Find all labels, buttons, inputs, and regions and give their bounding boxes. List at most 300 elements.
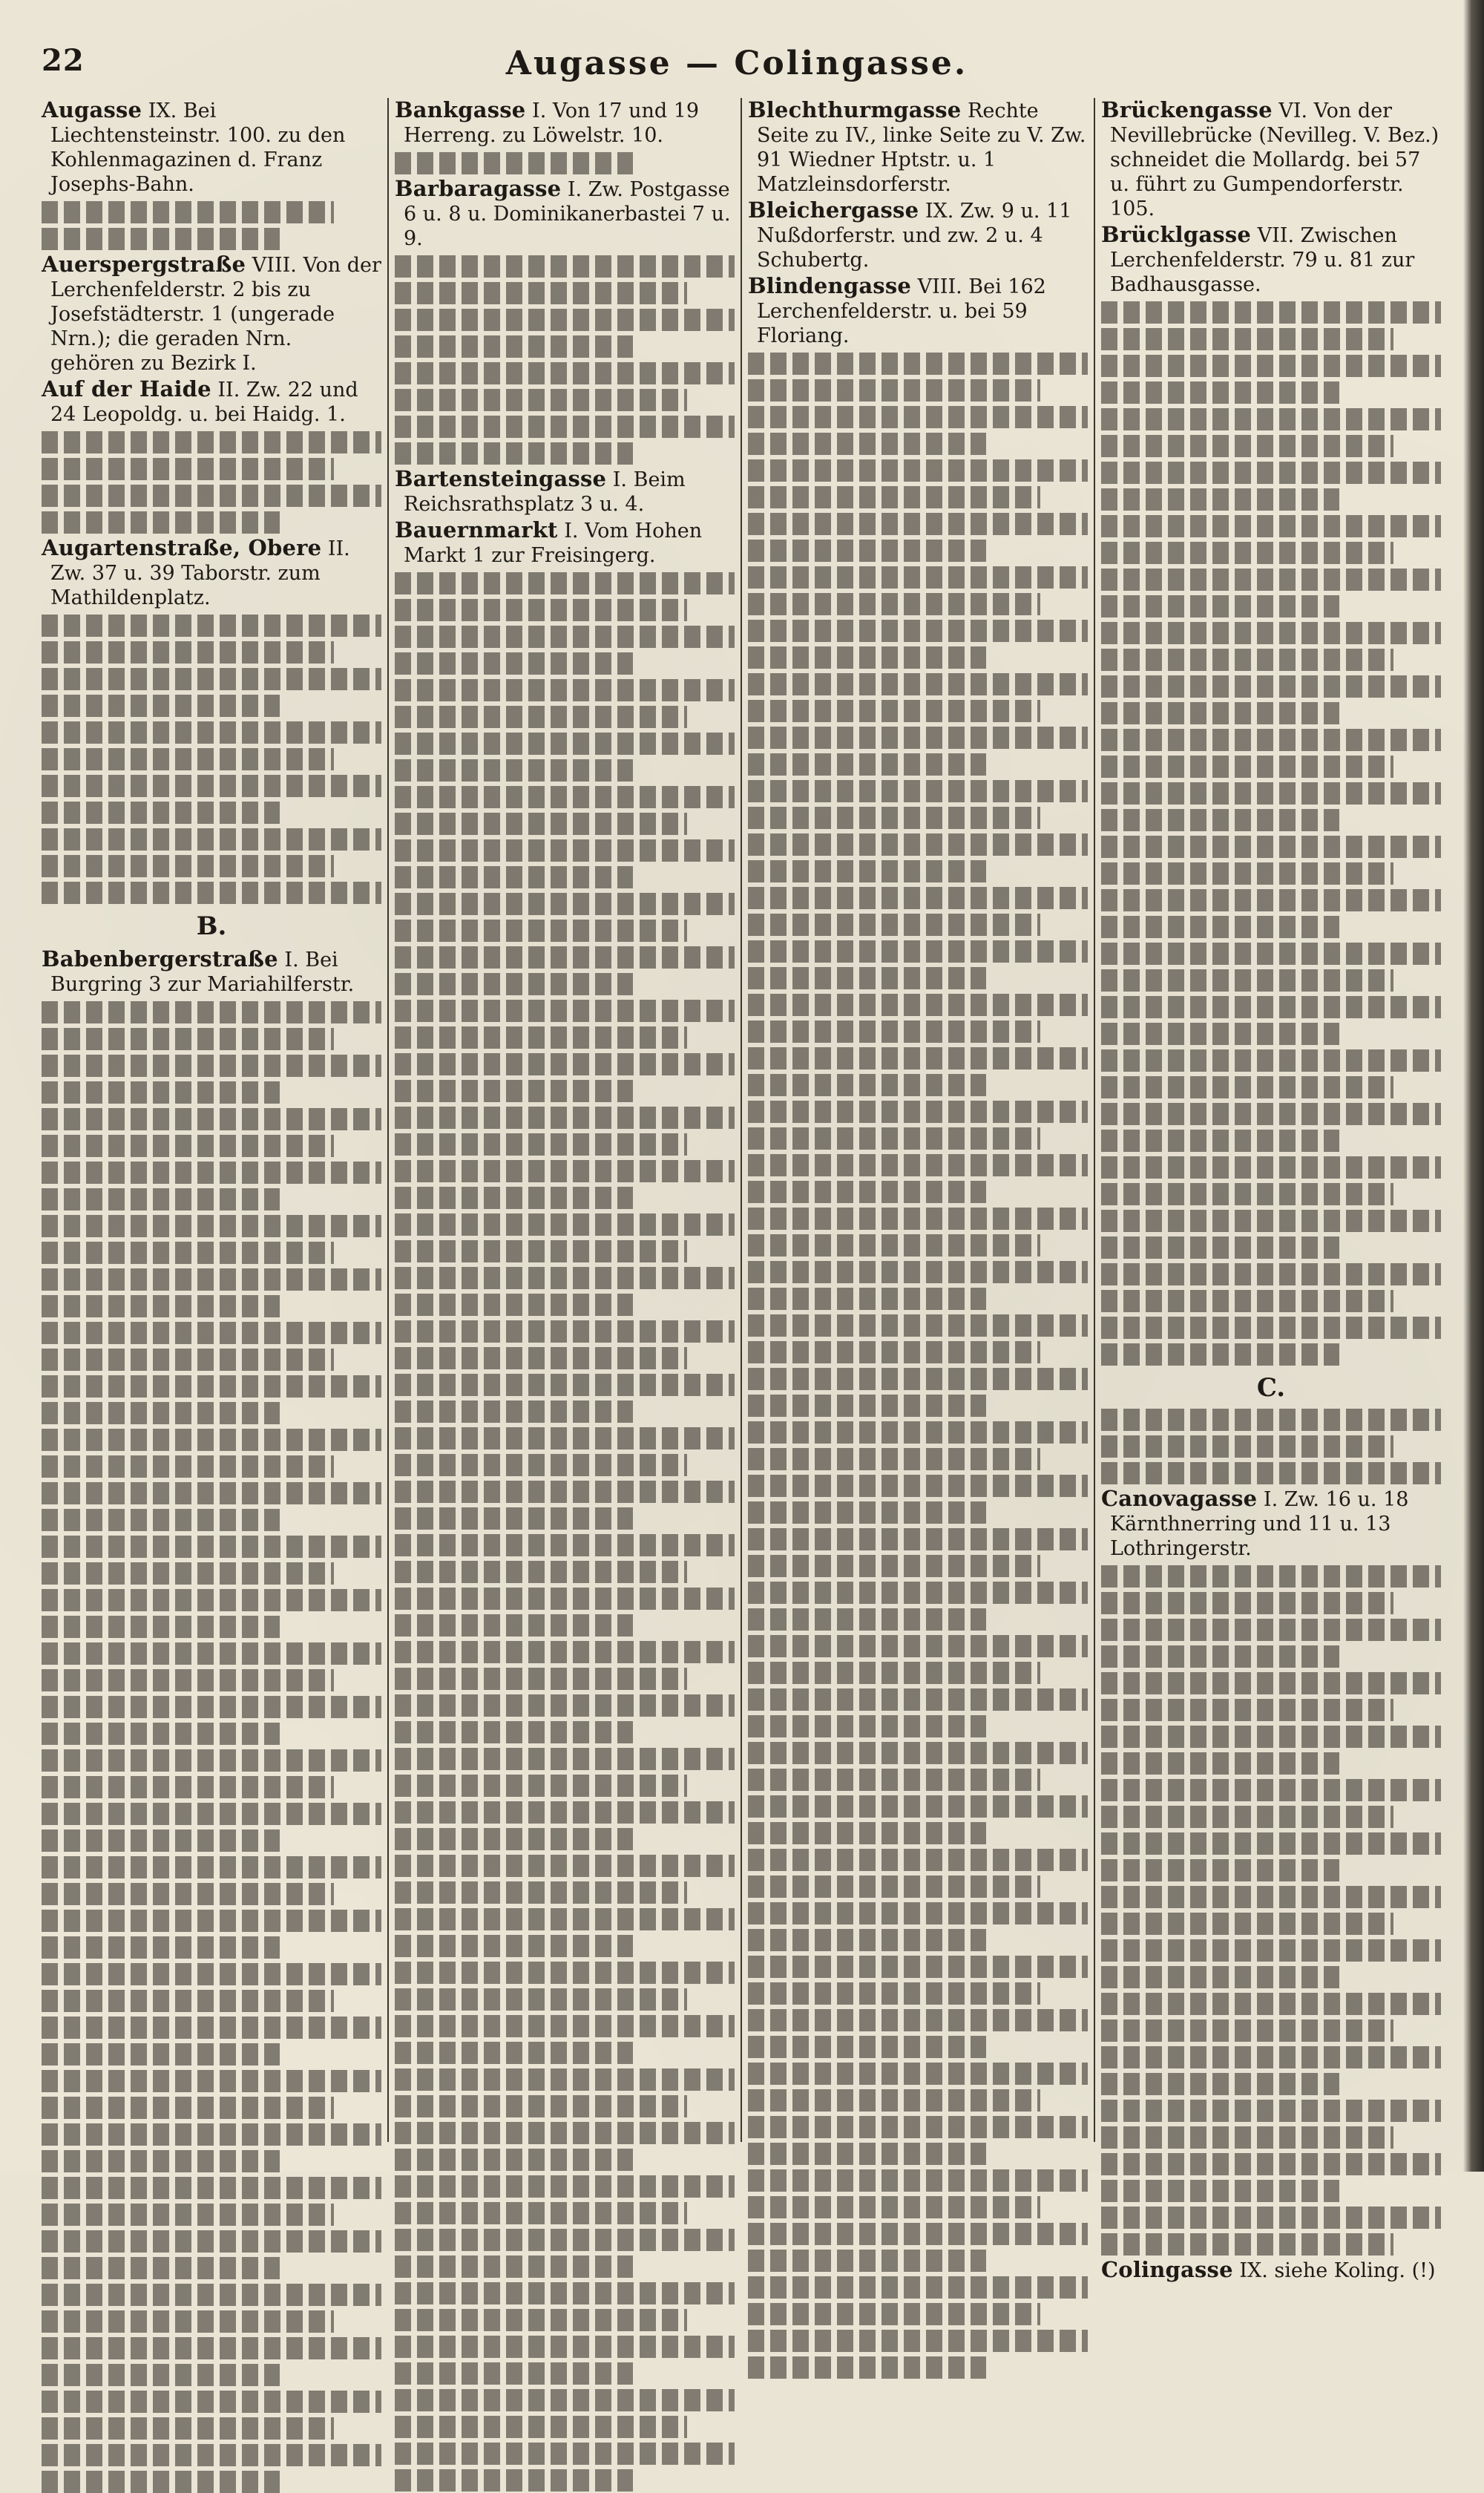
text-line-placeholder [1101, 1156, 1441, 1179]
text-line-placeholder [748, 807, 1040, 829]
text-line-placeholder [42, 1536, 381, 1558]
text-line-placeholder [748, 2356, 986, 2379]
street-entry [395, 518, 735, 568]
text-line-placeholder [748, 833, 1088, 856]
text-line-placeholder [395, 2389, 735, 2411]
text-line-placeholder [395, 1080, 633, 1102]
text-line-placeholder [395, 1881, 687, 1904]
text-line-placeholder [395, 706, 687, 728]
text-line-placeholder [42, 828, 381, 851]
text-line-placeholder [395, 416, 735, 438]
text-line-placeholder [748, 1582, 1088, 1604]
text-line-placeholder [395, 335, 633, 358]
column-rule [387, 98, 389, 2142]
text-line-placeholder [1101, 1049, 1441, 1072]
street-description: II. Zw. 37 u. 39 Taborstr. zum Mathildenplatz. [50, 537, 350, 609]
text-line-placeholder [42, 2017, 381, 2039]
text-line-placeholder [395, 255, 735, 278]
text-line-placeholder [1101, 1462, 1441, 1484]
text-line-placeholder [42, 641, 334, 664]
text-line-placeholder [395, 1401, 633, 1423]
text-line-placeholder [395, 1775, 687, 1797]
text-line-placeholder [1101, 1290, 1393, 1312]
text-line-placeholder [42, 1322, 381, 1344]
text-line-placeholder [42, 1696, 381, 1718]
street-name: Colingasse [1101, 2257, 1233, 2282]
text-line-placeholder [42, 1028, 334, 1050]
text-line-placeholder [748, 1181, 986, 1203]
text-line-placeholder [42, 2391, 381, 2413]
text-line-placeholder [395, 1026, 687, 1049]
text-line-placeholder [42, 2070, 381, 2092]
text-line-placeholder [1101, 1699, 1393, 1721]
text-line-placeholder [395, 389, 687, 411]
text-line-placeholder [1101, 1236, 1339, 1259]
text-line-placeholder [42, 855, 334, 877]
text-line-placeholder [42, 2150, 280, 2172]
street-name: Barbaragasse [395, 176, 562, 201]
text-line-placeholder [42, 1482, 381, 1504]
text-line-placeholder [395, 1855, 735, 1877]
text-line-placeholder [748, 1475, 1088, 1497]
street-name: Canovagasse [1101, 1486, 1258, 1511]
street-name: Auerspergstraße [42, 252, 246, 277]
text-line-placeholder [1101, 2207, 1441, 2229]
text-line-placeholder [748, 540, 986, 562]
text-line-placeholder [395, 626, 735, 648]
street-description: VIII. Von der Lerchenfelderstr. 2 bis zu Josefstädterstr. 1 (ungerade Nrn.); die geraden Nrn. gehören zu Bezirk I. [50, 254, 381, 375]
street-description: I. Bei Burgring 3 zur Mariahilferstr. [50, 949, 355, 996]
text-line-placeholder [395, 2095, 687, 2117]
text-line-placeholder [395, 362, 735, 384]
text-line-placeholder [395, 652, 633, 675]
text-line-placeholder [748, 1021, 1040, 1043]
text-line-placeholder [748, 1528, 1088, 1550]
text-line-placeholder [1101, 595, 1339, 617]
text-line-placeholder [1101, 1076, 1393, 1098]
text-line-placeholder [1101, 1183, 1393, 1205]
text-line-placeholder [1101, 1435, 1393, 1458]
text-line-placeholder [748, 2143, 986, 2165]
text-line-placeholder [395, 1213, 735, 1236]
text-line-placeholder [395, 1374, 735, 1396]
text-line-placeholder [42, 1375, 381, 1398]
column-4 [1101, 97, 1441, 2282]
text-line-placeholder [748, 1101, 1088, 1123]
text-line-placeholder [42, 615, 381, 637]
text-line-placeholder [748, 486, 1040, 508]
text-line-placeholder [748, 1715, 986, 1737]
text-line-placeholder [395, 2015, 735, 2037]
text-line-placeholder [1101, 675, 1441, 698]
text-line-placeholder [395, 973, 633, 995]
column-2 [395, 98, 735, 2142]
text-line-placeholder [395, 1641, 735, 1663]
text-line-placeholder [42, 1242, 334, 1264]
text-line-placeholder [42, 1723, 280, 1745]
text-line-placeholder [748, 646, 986, 669]
street-name: Brücklgasse [1101, 222, 1252, 247]
text-line-placeholder [748, 1688, 1088, 1711]
street-name: Bankgasse [395, 97, 526, 122]
text-line-placeholder [42, 2337, 381, 2359]
street-name: Blindengasse [748, 273, 912, 298]
text-line-placeholder [395, 1000, 735, 1022]
street-entry [1101, 223, 1441, 297]
text-line-placeholder [395, 2336, 735, 2358]
text-line-placeholder [748, 353, 1088, 375]
street-entry [395, 467, 735, 517]
text-line-placeholder [42, 1162, 381, 1184]
text-line-placeholder [395, 442, 633, 465]
text-line-placeholder [748, 1395, 986, 1417]
street-name: Augasse [42, 97, 142, 122]
street-entry [1101, 1487, 1441, 1561]
text-line-placeholder [395, 2175, 735, 2198]
text-line-placeholder [1101, 2046, 1441, 2068]
street-entry [42, 536, 381, 610]
text-line-placeholder [748, 1368, 1088, 1390]
text-line-placeholder [748, 620, 1088, 642]
street-description: I. Zw. Postgasse 6 u. 8 u. Dominikanerbastei 7 u. 9. [404, 178, 731, 250]
running-head: Augasse — Colingasse. [505, 45, 968, 82]
text-line-placeholder [42, 2177, 381, 2199]
text-line-placeholder [748, 2196, 1040, 2218]
street-name: Bauernmarkt [395, 517, 558, 543]
text-line-placeholder [42, 201, 334, 223]
text-line-placeholder [42, 1856, 381, 1878]
text-line-placeholder [395, 1908, 735, 1930]
text-line-placeholder [1101, 1779, 1441, 1801]
text-line-placeholder [748, 1261, 1088, 1283]
text-line-placeholder [748, 1929, 986, 1951]
text-line-placeholder [395, 1534, 735, 1556]
text-line-placeholder [1101, 1592, 1393, 1614]
text-line-placeholder [42, 1562, 334, 1585]
text-line-placeholder [1101, 381, 1339, 404]
text-line-placeholder [748, 2303, 1040, 2325]
text-line-placeholder [42, 1402, 280, 1424]
text-line-placeholder [748, 1608, 986, 1631]
text-line-placeholder [42, 1963, 381, 1985]
text-line-placeholder [1101, 2233, 1393, 2256]
text-line-placeholder [395, 733, 735, 755]
text-line-placeholder [748, 2009, 1088, 2031]
text-line-placeholder [748, 1421, 1088, 1444]
street-description: I. Vom Hohen Markt 1 zur Freisingerg. [404, 520, 703, 567]
text-line-placeholder [1101, 862, 1393, 885]
text-line-placeholder [748, 780, 1088, 802]
street-entry [748, 274, 1088, 348]
text-line-placeholder [748, 1314, 1088, 1337]
text-line-placeholder [1101, 2180, 1339, 2202]
text-line-placeholder [748, 1127, 1040, 1150]
text-line-placeholder [395, 893, 735, 915]
text-line-placeholder [395, 1053, 735, 1075]
text-line-placeholder [395, 2309, 687, 2331]
text-line-placeholder [1101, 1886, 1441, 1908]
text-line-placeholder [395, 1828, 633, 1850]
street-entry [42, 98, 381, 197]
street-description: I. Zw. 16 u. 18 Kärnthnerring und 11 u. 13 Lothringerstr. [1110, 1488, 1409, 1560]
text-line-placeholder [42, 1081, 280, 1104]
text-line-placeholder [395, 572, 735, 594]
column-3 [748, 98, 1088, 2142]
text-line-placeholder [748, 2089, 1040, 2112]
text-line-placeholder [42, 1429, 381, 1451]
text-line-placeholder [42, 2417, 334, 2440]
street-name: Bartensteingasse [395, 466, 607, 491]
text-line-placeholder [1101, 782, 1441, 805]
text-line-placeholder [748, 914, 1040, 936]
text-line-placeholder [748, 1154, 1088, 1176]
text-line-placeholder [748, 753, 986, 776]
text-line-placeholder [42, 802, 280, 824]
text-line-placeholder [1101, 1859, 1339, 1881]
text-line-placeholder [395, 2443, 735, 2465]
text-line-placeholder [748, 406, 1088, 428]
text-line-placeholder [748, 566, 1088, 589]
page-header [42, 39, 1432, 91]
text-line-placeholder [395, 599, 687, 621]
text-line-placeholder [1101, 2019, 1393, 2042]
text-line-placeholder [748, 1555, 1040, 1577]
text-line-placeholder [395, 1801, 735, 1824]
street-entry [42, 947, 381, 997]
text-line-placeholder [1101, 1645, 1339, 1668]
text-line-placeholder [42, 1108, 381, 1130]
text-line-placeholder [1101, 1317, 1441, 1339]
text-line-placeholder [1101, 1966, 1339, 1988]
text-line-placeholder [395, 2042, 633, 2064]
text-line-placeholder [42, 1215, 381, 1237]
text-line-placeholder [42, 775, 381, 797]
text-line-placeholder [395, 2149, 633, 2171]
text-line-placeholder [748, 1795, 1088, 1818]
street-description: II. Zw. 22 und 24 Leopoldg. u. bei Haidg. 1. [50, 379, 358, 426]
text-line-placeholder [42, 1669, 334, 1691]
text-line-placeholder [42, 2444, 381, 2466]
text-line-placeholder [395, 1561, 687, 1583]
text-line-placeholder [395, 2068, 735, 2091]
text-line-placeholder [748, 887, 1088, 909]
text-line-placeholder [1101, 889, 1441, 911]
text-line-placeholder [1101, 1752, 1339, 1775]
text-line-placeholder [42, 1268, 381, 1291]
text-line-placeholder [1101, 969, 1393, 992]
text-line-placeholder [42, 1135, 334, 1157]
text-line-placeholder [42, 1188, 280, 1211]
text-line-placeholder [395, 786, 735, 808]
entry-columns [42, 97, 1442, 2282]
text-line-placeholder [42, 1055, 381, 1077]
text-line-placeholder [42, 2284, 381, 2306]
text-line-placeholder [1101, 1023, 1339, 1045]
text-line-placeholder [748, 1956, 1088, 1978]
text-line-placeholder [748, 727, 1088, 749]
text-line-placeholder [1101, 1806, 1393, 1828]
column-rule [741, 98, 742, 2142]
text-line-placeholder [1101, 1832, 1441, 1855]
street-description: IX. Bei Liechtensteinstr. 100. zu den Kohlenmagazinen d. Franz Josephs-Bahn. [50, 99, 346, 196]
text-line-placeholder [1101, 1565, 1441, 1588]
text-line-placeholder [748, 2169, 1088, 2192]
text-line-placeholder [1101, 569, 1441, 591]
text-line-placeholder [395, 1160, 735, 1182]
text-line-placeholder [748, 1902, 1088, 1924]
text-line-placeholder [748, 700, 1040, 722]
street-description: IX. siehe Koling. (!) [1239, 2259, 1436, 2282]
text-line-placeholder [395, 2282, 735, 2304]
street-name: Bleichergasse [748, 197, 919, 223]
page-number: 22 [42, 43, 85, 78]
text-line-placeholder [1101, 622, 1441, 644]
text-line-placeholder [1101, 996, 1441, 1018]
text-line-placeholder [1101, 488, 1339, 511]
text-line-placeholder [1101, 1619, 1441, 1641]
text-line-placeholder [395, 1614, 633, 1637]
text-line-placeholder [42, 2204, 334, 2226]
text-line-placeholder [395, 1668, 687, 1690]
text-line-placeholder [42, 1776, 334, 1798]
text-line-placeholder [395, 2416, 687, 2438]
text-line-placeholder [748, 1742, 1088, 1764]
text-line-placeholder [1101, 729, 1441, 751]
section-letter-b: B. [196, 911, 227, 941]
page-binding-edge [1463, 0, 1484, 2172]
column-1 [42, 98, 381, 2142]
text-line-placeholder [395, 1507, 633, 1530]
text-line-placeholder [395, 759, 633, 782]
text-line-placeholder [748, 1341, 1040, 1363]
text-line-placeholder [1101, 649, 1393, 671]
text-line-placeholder [748, 1288, 986, 1310]
street-description: I. Von 17 und 19 Herreng. zu Löwelstr. 10. [404, 99, 700, 147]
text-line-placeholder [748, 1982, 1040, 2005]
text-line-placeholder [1101, 1103, 1441, 1125]
text-line-placeholder [395, 1588, 735, 1610]
street-name: Brückengasse [1101, 97, 1273, 122]
text-line-placeholder [748, 1208, 1088, 1230]
text-line-placeholder [1101, 435, 1393, 457]
text-line-placeholder [395, 1748, 735, 1770]
street-entry [42, 377, 381, 427]
text-line-placeholder [395, 2202, 687, 2224]
text-line-placeholder [748, 2223, 1088, 2245]
text-line-placeholder [748, 2250, 986, 2272]
street-entry [395, 177, 735, 251]
street-name: Babenbergerstraße [42, 946, 278, 972]
text-line-placeholder [42, 458, 334, 480]
text-line-placeholder [42, 1001, 381, 1023]
text-line-placeholder [748, 673, 1088, 695]
text-line-placeholder [395, 1694, 735, 1717]
text-line-placeholder [1101, 1993, 1441, 2015]
text-line-placeholder [395, 1935, 633, 1957]
text-line-placeholder [395, 1267, 735, 1289]
text-line-placeholder [42, 1990, 334, 2012]
text-line-placeholder [42, 1349, 334, 1371]
text-line-placeholder [42, 2097, 334, 2119]
street-description: Rechte Seite zu IV., linke Seite zu V. Zw. 91 Wiedner Hptstr. u. 1 Matzleinsdorferstr. [757, 99, 1086, 196]
text-line-placeholder [395, 866, 633, 888]
text-line-placeholder [42, 882, 381, 904]
text-line-placeholder [1101, 916, 1339, 938]
text-line-placeholder [395, 152, 633, 174]
text-line-placeholder [395, 1427, 735, 1449]
text-line-placeholder [42, 1803, 381, 1825]
text-line-placeholder [42, 2123, 381, 2146]
text-line-placeholder [748, 1047, 1088, 1069]
text-line-placeholder [395, 1988, 687, 2011]
text-line-placeholder [42, 511, 280, 534]
text-line-placeholder [1101, 1939, 1441, 1962]
text-line-placeholder [1101, 2126, 1393, 2149]
street-entry [395, 98, 735, 148]
text-line-placeholder [42, 2230, 381, 2253]
text-line-placeholder [395, 1240, 687, 1262]
text-line-placeholder [42, 2043, 280, 2066]
text-line-placeholder [42, 2257, 280, 2279]
text-line-placeholder [42, 1616, 280, 1638]
text-line-placeholder [1101, 1210, 1441, 1232]
text-line-placeholder [1101, 2153, 1441, 2175]
text-line-placeholder [42, 485, 381, 507]
street-description: VIII. Bei 162 Lerchenfelderstr. u. bei 59 Floriang. [757, 275, 1046, 347]
street-description: VII. Zwischen Lerchenfelderstr. 79 u. 81 zur Badhausgasse. [1110, 224, 1415, 296]
text-line-placeholder [748, 2116, 1088, 2138]
text-line-placeholder [395, 813, 687, 835]
text-line-placeholder [395, 1347, 687, 1369]
text-line-placeholder [748, 1662, 1040, 1684]
text-line-placeholder [42, 1829, 280, 1852]
text-line-placeholder [748, 1876, 1040, 1898]
text-line-placeholder [395, 1294, 633, 1316]
text-line-placeholder [748, 1822, 986, 1844]
text-line-placeholder [748, 860, 986, 882]
text-line-placeholder [42, 1883, 334, 1905]
street-entry [1101, 2258, 1441, 2283]
text-line-placeholder [42, 1455, 334, 1478]
text-line-placeholder [42, 2310, 334, 2333]
text-line-placeholder [42, 748, 334, 770]
text-line-placeholder [1101, 542, 1393, 564]
text-line-placeholder [395, 1481, 735, 1503]
street-name: Auf der Haide [42, 376, 211, 402]
text-line-placeholder [748, 2330, 1088, 2352]
street-name: Augartenstraße, Obere [42, 535, 322, 560]
text-line-placeholder [395, 1721, 633, 1743]
text-line-placeholder [1101, 355, 1441, 377]
text-line-placeholder [395, 1962, 735, 1984]
street-name: Blechthurmgasse [748, 97, 962, 122]
text-line-placeholder [748, 1769, 1040, 1791]
text-line-placeholder [748, 967, 986, 989]
text-line-placeholder [1101, 1343, 1339, 1366]
text-line-placeholder [1101, 836, 1441, 858]
text-line-placeholder [748, 2276, 1088, 2299]
text-line-placeholder [1101, 809, 1339, 831]
text-line-placeholder [42, 2364, 280, 2386]
text-line-placeholder [1101, 328, 1393, 350]
text-line-placeholder [1101, 943, 1441, 965]
text-line-placeholder [395, 1454, 687, 1476]
text-line-placeholder [395, 309, 735, 331]
text-line-placeholder [748, 1849, 1088, 1871]
text-line-placeholder [748, 1448, 1040, 1470]
text-line-placeholder [395, 839, 735, 862]
text-line-placeholder [42, 1509, 280, 1531]
